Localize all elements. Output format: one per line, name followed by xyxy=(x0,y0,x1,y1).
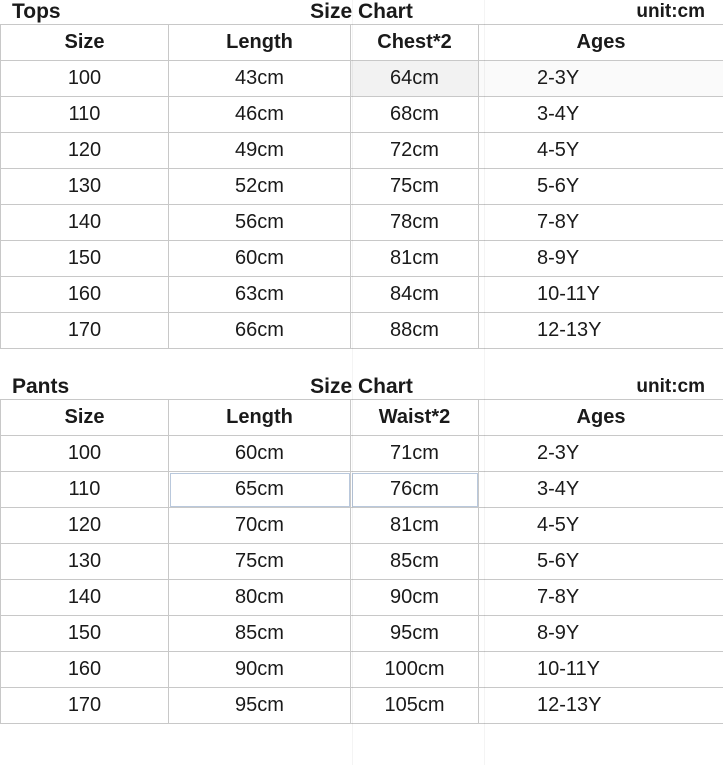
table-row xyxy=(1,133,723,169)
table-row xyxy=(1,277,723,313)
cell-size: 150 xyxy=(1,241,169,277)
cell-chest: 64cm xyxy=(351,61,479,97)
cell-chest: 68cm xyxy=(351,97,479,133)
pants-title-row xyxy=(0,375,723,399)
table-row xyxy=(1,61,723,97)
cell-length: 56cm xyxy=(169,205,351,241)
cell-chest: 72cm xyxy=(351,133,479,169)
cell-length: 80cm xyxy=(169,580,351,616)
cell-size: 170 xyxy=(1,688,169,724)
cell-size: 130 xyxy=(1,544,169,580)
table-row xyxy=(1,580,723,616)
cell-ages: 5-6Y xyxy=(479,544,723,580)
section-spacer xyxy=(0,349,723,375)
pants-chart-title: Size Chart xyxy=(310,375,413,398)
cell-length: 63cm xyxy=(169,277,351,313)
cell-waist: 81cm xyxy=(351,508,479,544)
cell-ages: 2-3Y xyxy=(479,61,723,97)
cell-length: 66cm xyxy=(169,313,351,349)
cell-size: 160 xyxy=(1,277,169,313)
cell-chest: 78cm xyxy=(351,205,479,241)
column-header-ages: Ages xyxy=(479,400,723,436)
cell-size: 160 xyxy=(1,652,169,688)
pants-section-label: Pants xyxy=(12,375,70,398)
table-row xyxy=(1,313,723,349)
column-header-waist: Waist*2 xyxy=(351,400,479,436)
cell-waist: 95cm xyxy=(351,616,479,652)
cell-size: 170 xyxy=(1,313,169,349)
pants-chart-block xyxy=(0,375,723,724)
table-header-row xyxy=(1,400,723,436)
cell-ages: 12-13Y xyxy=(479,688,723,724)
table-row xyxy=(1,688,723,724)
cell-size: 110 xyxy=(1,472,169,508)
cell-ages: 7-8Y xyxy=(479,205,723,241)
cell-length: 46cm xyxy=(169,97,351,133)
cell-size: 140 xyxy=(1,205,169,241)
cell-size: 150 xyxy=(1,616,169,652)
cell-ages: 10-11Y xyxy=(479,277,723,313)
cell-ages: 3-4Y xyxy=(479,97,723,133)
cell-ages: 7-8Y xyxy=(479,580,723,616)
cell-length: 95cm xyxy=(169,688,351,724)
cell-ages: 10-11Y xyxy=(479,652,723,688)
cell-length: 52cm xyxy=(169,169,351,205)
cell-waist: 76cm xyxy=(351,472,479,508)
cell-size: 100 xyxy=(1,61,169,97)
table-row xyxy=(1,436,723,472)
table-row xyxy=(1,241,723,277)
tops-unit-label: unit:cm xyxy=(636,1,705,22)
cell-ages: 12-13Y xyxy=(479,313,723,349)
tops-chart-title: Size Chart xyxy=(310,0,413,23)
tops-size-table xyxy=(0,24,723,349)
cell-chest: 81cm xyxy=(351,241,479,277)
table-row xyxy=(1,205,723,241)
column-header-length: Length xyxy=(169,400,351,436)
cell-waist: 90cm xyxy=(351,580,479,616)
cell-length: 75cm xyxy=(169,544,351,580)
table-row xyxy=(1,652,723,688)
cell-waist: 71cm xyxy=(351,436,479,472)
table-header-row xyxy=(1,25,723,61)
column-header-ages: Ages xyxy=(479,25,723,61)
cell-size: 140 xyxy=(1,580,169,616)
tops-title-row xyxy=(0,0,723,24)
cell-ages: 3-4Y xyxy=(479,472,723,508)
cell-length: 60cm xyxy=(169,241,351,277)
cell-length: 70cm xyxy=(169,508,351,544)
cell-length: 43cm xyxy=(169,61,351,97)
cell-size: 120 xyxy=(1,133,169,169)
tops-section-label: Tops xyxy=(12,0,61,23)
cell-size: 120 xyxy=(1,508,169,544)
cell-ages: 2-3Y xyxy=(479,436,723,472)
table-row xyxy=(1,616,723,652)
cell-ages: 4-5Y xyxy=(479,508,723,544)
cell-ages: 8-9Y xyxy=(479,616,723,652)
cell-length: 85cm xyxy=(169,616,351,652)
cell-length: 49cm xyxy=(169,133,351,169)
table-row xyxy=(1,472,723,508)
cell-size: 130 xyxy=(1,169,169,205)
cell-length: 60cm xyxy=(169,436,351,472)
cell-length: 65cm xyxy=(169,472,351,508)
table-row xyxy=(1,97,723,133)
table-row xyxy=(1,508,723,544)
cell-chest: 88cm xyxy=(351,313,479,349)
column-header-size: Size xyxy=(1,400,169,436)
tops-chart-block xyxy=(0,0,723,349)
cell-chest: 75cm xyxy=(351,169,479,205)
cell-ages: 4-5Y xyxy=(479,133,723,169)
pants-size-table xyxy=(0,399,723,724)
cell-size: 110 xyxy=(1,97,169,133)
pants-unit-label: unit:cm xyxy=(636,376,705,397)
cell-waist: 100cm xyxy=(351,652,479,688)
cell-length: 90cm xyxy=(169,652,351,688)
column-header-chest: Chest*2 xyxy=(351,25,479,61)
cell-ages: 5-6Y xyxy=(479,169,723,205)
cell-waist: 105cm xyxy=(351,688,479,724)
table-row xyxy=(1,169,723,205)
cell-size: 100 xyxy=(1,436,169,472)
column-header-size: Size xyxy=(1,25,169,61)
cell-chest: 84cm xyxy=(351,277,479,313)
table-row xyxy=(1,544,723,580)
cell-waist: 85cm xyxy=(351,544,479,580)
column-header-length: Length xyxy=(169,25,351,61)
cell-ages: 8-9Y xyxy=(479,241,723,277)
